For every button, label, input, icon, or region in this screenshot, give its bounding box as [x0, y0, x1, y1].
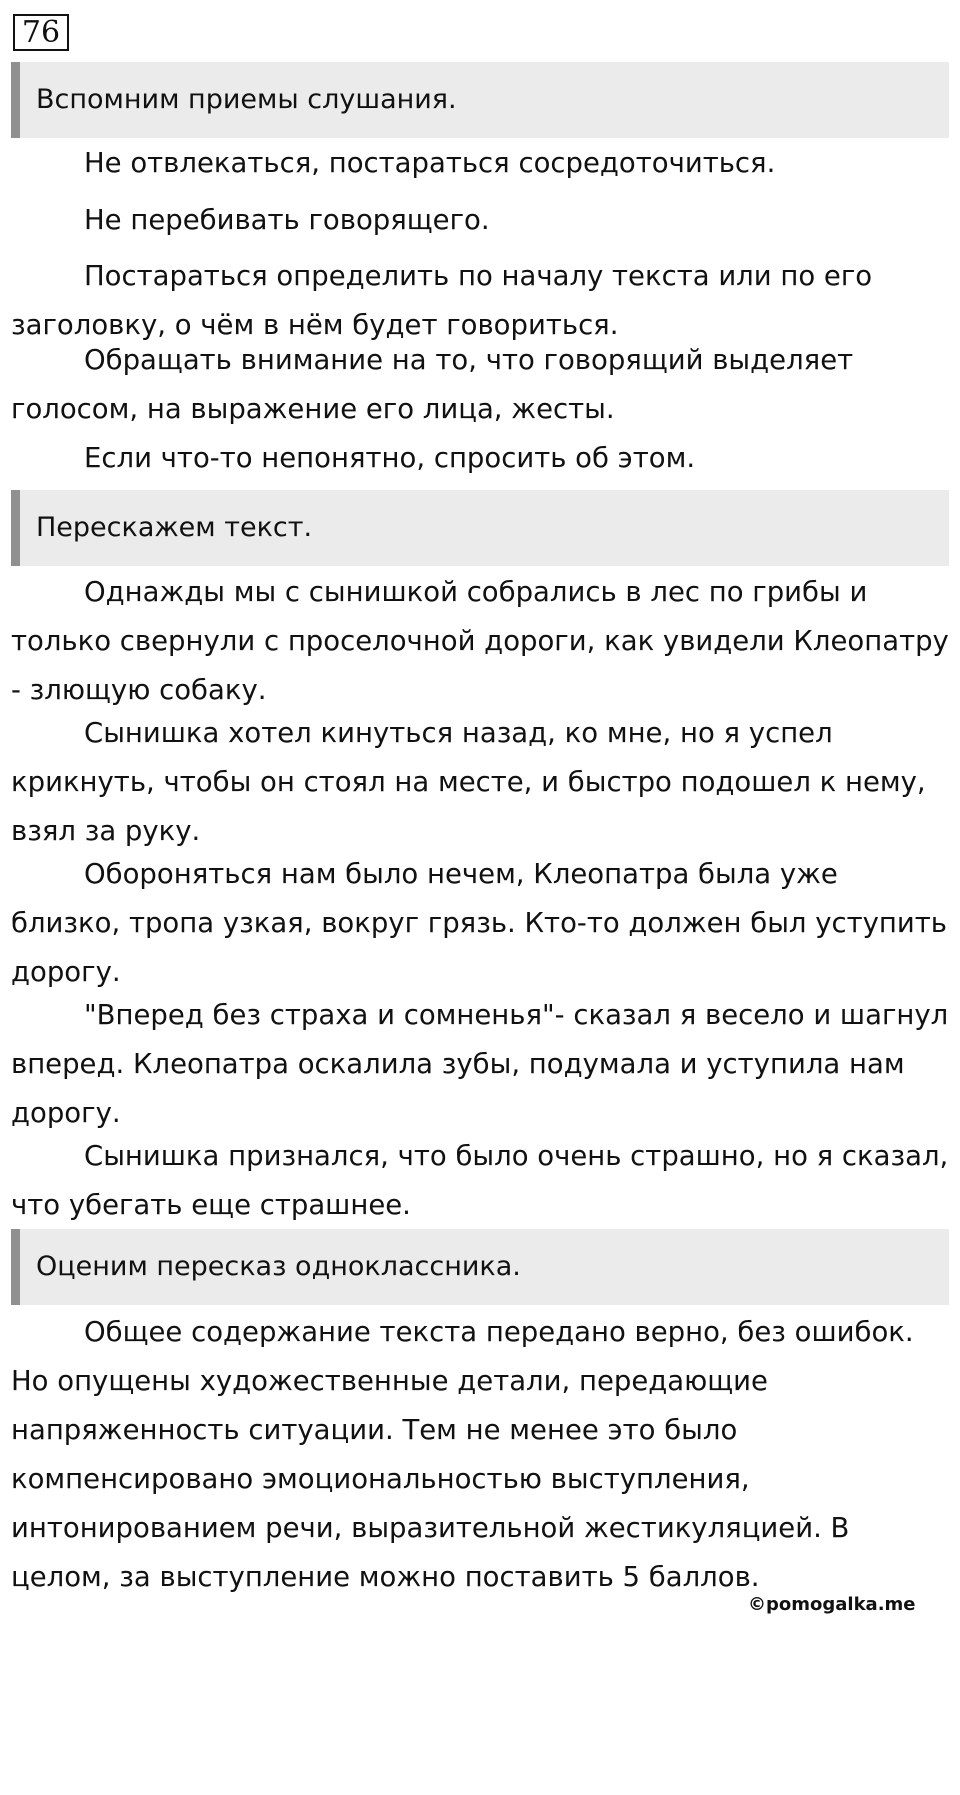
paragraph: "Вперед без страха и сомненья"- сказал я весело и шагнул вперед. Клеопатра оскалила зубы, подумала и уступила нам дорогу. [11, 999, 949, 1129]
paragraph: Постараться определить по началу текста или по его заголовку, о чём в нём будет говориться. [11, 260, 873, 341]
paragraph: Не отвлекаться, постараться сосредоточиться. [84, 147, 776, 179]
task-number-box: 76 [13, 14, 69, 51]
watermark: ©pomogalka.me [748, 1594, 916, 1615]
paragraph: Сынишка хотел кинуться назад, ко мне, но я успел крикнуть, чтобы он стоял на месте, и быстро подошел к нему, взял за руку. [11, 717, 926, 847]
paragraph: Обращать внимание на то, что говорящий выделяет голосом, на выражение его лица, жесты. [11, 344, 854, 425]
paragraph: Обороняться нам было нечем, Клеопатра была уже близко, тропа узкая, вокруг грязь. Кто-то должен был уступить дорогу. [11, 858, 947, 988]
section-heading: Вспомним приемы слушания. [11, 62, 949, 138]
paragraph: Общее содержание текста передано верно, без ошибок. Но опущены художественные детали, передающие напряженность ситуации. Тем не менее это было компенсировано эмоциональностью выступления, интонированием речи, выразительной жестикуляцией. В целом, за выступление можно поставить 5 баллов. [11, 1316, 914, 1593]
section-heading: Перескажем текст. [11, 490, 949, 566]
section-heading: Оценим пересказ одноклассника. [11, 1229, 949, 1305]
paragraph: Однажды мы с сынишкой собрались в лес по грибы и только свернули с проселочной дороги, как увидели Клеопатру - злющую собаку. [11, 576, 949, 706]
paragraph: Не перебивать говорящего. [84, 204, 490, 236]
paragraph: Если что-то непонятно, спросить об этом. [84, 442, 696, 474]
paragraph: Сынишка признался, что было очень страшно, но я сказал, что убегать еще страшнее. [11, 1140, 949, 1221]
